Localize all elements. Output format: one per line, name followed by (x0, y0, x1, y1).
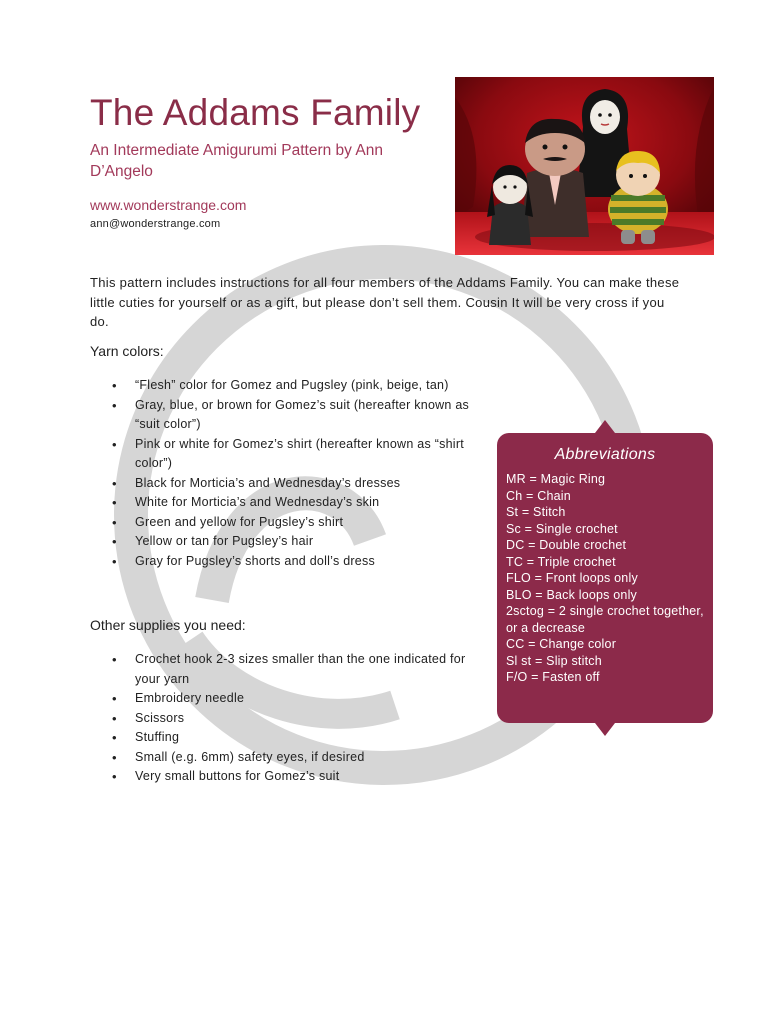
list-item: • Gray for Pugsley’s shorts and doll’s dress (112, 552, 482, 572)
website-link[interactable]: www.wonderstrange.com (90, 197, 247, 213)
list-item: • Crochet hook 2-3 sizes smaller than the one indicated for your yarn (112, 650, 482, 689)
list-item: • Scissors (112, 709, 482, 729)
abbreviation-item: DC = Double crochet (506, 538, 627, 552)
abbreviation-item: Sc = Single crochet (506, 521, 618, 536)
yarn-colors-list (112, 376, 482, 571)
list-item: • Black for Morticia’s and Wednesday’s dresses (112, 474, 482, 494)
supplies-list (112, 650, 482, 787)
abbreviation-item: St = Stitch (506, 505, 566, 519)
list-item: • Small (e.g. 6mm) safety eyes, if desired (112, 748, 482, 768)
abbreviations-list (506, 471, 711, 686)
list-item: • “Flesh” color for Gomez and Pugsley (pink, beige, tan) (112, 376, 482, 396)
abbreviations-title: Abbreviations (554, 446, 656, 463)
list-item: • Gray, blue, or brown for Gomez’s suit (hereafter known as “suit color”) (112, 396, 482, 435)
email-link[interactable]: ann@wonderstrange.com (90, 218, 221, 230)
supplies-heading: Other supplies you need: (90, 617, 246, 633)
box-tab-bottom (595, 723, 615, 736)
abbreviation-item: FLO = Front loops only (506, 571, 638, 585)
box-tab-top (595, 420, 615, 433)
list-item: • Stuffing (112, 728, 482, 748)
abbreviation-item: MR = Magic Ring (506, 472, 606, 486)
subtitle: An Intermediate Amigurumi Pattern by Ann D’Angelo (90, 142, 383, 180)
abbreviation-item: TC = Triple crochet (506, 554, 616, 569)
list-item: • Pink or white for Gomez’s shirt (hereafter known as “shirt color”) (112, 435, 482, 474)
abbreviation-item: F/O = Fasten off (506, 670, 600, 684)
abbreviation-item: BLO = Back loops only (506, 587, 638, 602)
intro-paragraph: This pattern includes instructions for all four members of the Addams Family. You can make these little cuties for yourself or as a gift, but please don’t sell them. Cousin It will be very cross if you do. (90, 275, 680, 329)
page-title: The Addams Family (90, 92, 421, 133)
list-item: • White for Morticia’s and Wednesday’s skin (112, 493, 482, 513)
list-item: • Very small buttons for Gomez’s suit (112, 767, 482, 787)
abbreviation-item: Ch = Chain (506, 488, 571, 503)
list-item: • Green and yellow for Pugsley’s shirt (112, 513, 482, 533)
abbreviation-item: CC = Change color (506, 637, 617, 651)
amigurumi-dolls-photo (455, 77, 714, 255)
abbreviation-item: 2sctog = 2 single crochet together, or a decrease (506, 604, 704, 635)
abbreviations-box (497, 433, 713, 723)
yarn-colors-heading: Yarn colors: (90, 343, 164, 359)
list-item: • Yellow or tan for Pugsley’s hair (112, 532, 482, 552)
abbreviation-item: Sl st = Slip stitch (506, 653, 602, 668)
list-item: • Embroidery needle (112, 689, 482, 709)
